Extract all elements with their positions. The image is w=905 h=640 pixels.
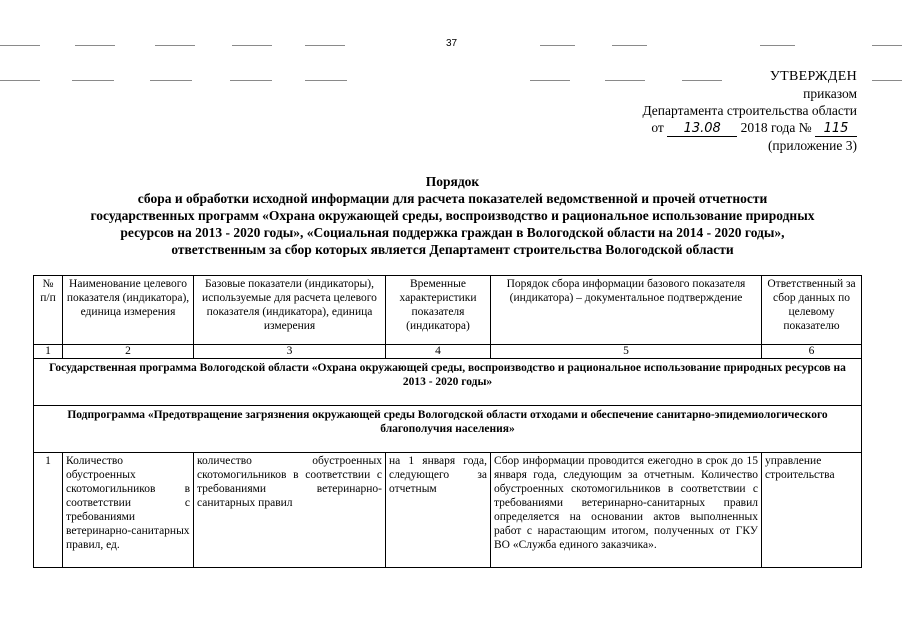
column-number: 1 <box>34 345 63 359</box>
column-number: 4 <box>386 345 491 359</box>
subprogram-title: Подпрограмма «Предотвращение загрязнения окружающей среды Вологодской области отходами и обеспечение санитарно-эпидемиологического благополучия населения» <box>34 406 862 453</box>
column-number: 2 <box>63 345 194 359</box>
row-procedure: Сбор информации проводится ежегодно в срок до 15 января года, следующим за отчетным. Количество обустроенных скотомогильников в соответствии с требованиями ветеринарно-санитарных правил определяется на основании актов выполненных работ с нарастающим итогом, полученных от ГКУ ВО «Служба единого заказчика». <box>491 453 762 568</box>
scan-artifact-line <box>0 45 40 46</box>
indicators-table <box>33 275 862 568</box>
year-text: 2018 года № <box>740 120 812 135</box>
title-line: сбора и обработки исходной информации для расчета показателей ведомственной и прочей отчетности <box>137 191 768 206</box>
scan-artifact-line <box>230 80 272 81</box>
scan-artifact-line <box>612 45 647 46</box>
row-number: 1 <box>34 453 63 568</box>
header-cell-time: Временные характеристики показателя (индикатора) <box>386 276 491 345</box>
row-time: на 1 января года, следующего за отчетным <box>386 453 491 568</box>
row-base-indicator: количество обустроенных скотомогильников в соответствии с требованиями ветеринарно-санитарных правил <box>194 453 386 568</box>
table-header-row <box>34 276 862 345</box>
column-number: 3 <box>194 345 386 359</box>
handwritten-order-number: 115 <box>815 122 857 137</box>
row-responsible: управление строительства <box>762 453 862 568</box>
scan-artifact-line <box>72 80 114 81</box>
approval-line-department: Департамента строительства области <box>642 103 857 118</box>
date-prefix: от <box>651 120 664 135</box>
header-cell-procedure: Порядок сбора информации базового показателя (индикатора) – документальное подтверждение <box>491 276 762 345</box>
scan-artifact-line <box>872 80 902 81</box>
table-row <box>34 453 862 568</box>
approval-date-line <box>642 119 857 137</box>
column-number: 6 <box>762 345 862 359</box>
scan-artifact-line <box>605 80 645 81</box>
column-number-row <box>34 345 862 359</box>
row-indicator: Количество обустроенных скотомогильников в соответствии с требованиями ветеринарно-санитарных правил, ед. <box>63 453 194 568</box>
title-line: ответственным за сбор которых является Департамент строительства Вологодской области <box>171 242 734 257</box>
title-heading: Порядок <box>425 174 480 189</box>
scan-artifact-line <box>305 80 347 81</box>
scan-artifact-line <box>0 80 40 81</box>
approval-stamp <box>642 68 857 154</box>
header-cell-indicator: Наименование целевого показателя (индикатора), единица измерения <box>63 276 194 345</box>
scan-artifact-line <box>150 80 192 81</box>
scan-artifact-line <box>540 45 575 46</box>
scan-artifact-line <box>760 45 795 46</box>
approval-title: УТВЕРЖДЕН <box>769 69 857 84</box>
approval-line-order: приказом <box>803 86 857 101</box>
approval-appendix: (приложение 3) <box>767 138 857 153</box>
scan-artifact-line <box>530 80 570 81</box>
page-number: 37 <box>446 38 458 49</box>
subprogram-row <box>34 406 862 453</box>
header-cell-number: № п/п <box>34 276 63 345</box>
column-number: 5 <box>491 345 762 359</box>
header-cell-base: Базовые показатели (индикаторы), используемые для расчета целевого показателя (индикатора), единица измерения <box>194 276 386 345</box>
scan-artifact-line <box>155 45 195 46</box>
header-cell-responsible: Ответственный за сбор данных по целевому показателю <box>762 276 862 345</box>
program-title: Государственная программа Вологодской области «Охрана окружающей среды, воспроизводство и рациональное использование природных ресурсов на 2013 - 2020 годы» <box>34 359 862 406</box>
title-line: государственных программ «Охрана окружающей среды, воспроизводство и рациональное использование природных <box>90 208 815 223</box>
scan-artifact-line <box>232 45 272 46</box>
scan-artifact-line <box>872 45 902 46</box>
document-title <box>35 173 870 258</box>
scan-artifact-line <box>305 45 345 46</box>
title-line: ресурсов на 2013 - 2020 годы», «Социальная поддержка граждан в Вологодской области на 2014 - 2020 годы», <box>120 225 785 240</box>
scan-artifact-line <box>75 45 115 46</box>
program-row <box>34 359 862 406</box>
handwritten-date: 13.08 <box>667 122 737 137</box>
